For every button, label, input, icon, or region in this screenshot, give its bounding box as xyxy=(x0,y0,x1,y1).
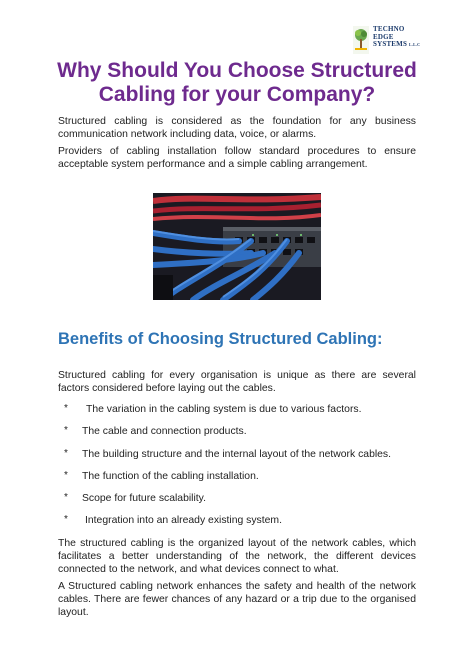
logo-line-2: EDGE xyxy=(373,32,394,41)
list-item-text: Integration into an already existing system. xyxy=(85,515,282,526)
company-logo xyxy=(353,26,423,56)
network-cables-photo xyxy=(153,193,321,300)
intro-paragraph-1: Structured cabling is considered as the foundation for any business communication network including data, voice, or alarms. xyxy=(58,116,416,140)
list-item-text: The function of the cabling installation. xyxy=(82,471,259,482)
list-item-text: The building structure and the internal layout of the network cables. xyxy=(82,449,392,460)
list-item-text: The cable and connection products. xyxy=(82,426,247,437)
closing-paragraph-2: A Structured cabling network enhances the safety and health of the network cables. There are fewer chances of any hazard or a trip due to the organised layout. xyxy=(58,581,416,618)
closing-paragraph-1: The structured cabling is the organized layout of the network cables, which facilitates a better understanding of the network, the different devices connected to the network, and what devices connect to what. xyxy=(58,538,416,575)
bullet-marker: * xyxy=(64,425,68,436)
list-item-text: The variation in the cabling system is due to various factors. xyxy=(86,404,362,415)
page-title: Why Should You Choose Structured Cabling for your Company? xyxy=(57,59,417,106)
benefits-heading: Benefits of Choosing Structured Cabling: xyxy=(58,330,383,348)
intro-paragraph-2: Providers of cabling installation follow standard procedures to ensure acceptable system performance and a simple cabling arrangement. xyxy=(58,146,416,170)
logo-line-1: TECHNO xyxy=(373,25,405,33)
bullet-marker: * xyxy=(64,514,68,525)
bullet-marker: * xyxy=(64,492,68,503)
bullet-marker: * xyxy=(64,448,68,459)
list-item-text: Scope for future scalability. xyxy=(82,493,206,504)
logo-suffix: L.L.C xyxy=(409,42,421,47)
tree-logo-icon xyxy=(353,26,369,54)
bullet-marker: * xyxy=(64,470,68,481)
benefits-intro: Structured cabling for every organisation is unique as there are several factors considered before laying out the cables. xyxy=(58,370,416,394)
logo-line-3: SYSTEMS xyxy=(373,40,408,48)
bullet-marker: * xyxy=(64,403,68,414)
